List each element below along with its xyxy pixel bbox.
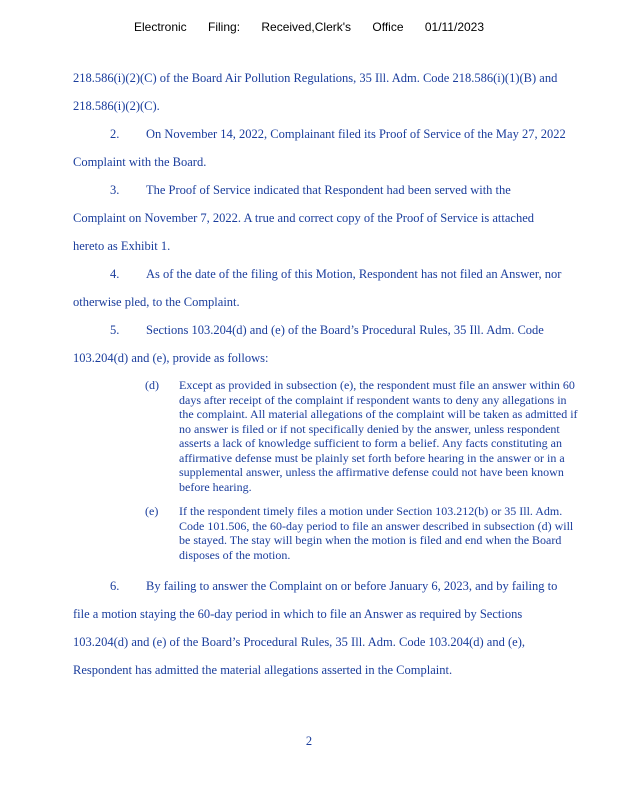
paragraph-4 (73, 260, 595, 288)
body-line: On November 14, 2022, Complainant filed its Proof of Service of the May 27, 2022 (146, 127, 566, 141)
header-electronic: Electronic (133, 20, 187, 34)
body-line: Complaint with the Board. (73, 155, 207, 169)
body-line: 218.586(i)(2)(C) of the Board Air Pollution Regulations, 35 Ill. Adm. Code 218.586(i)(1)(B) and (73, 71, 558, 85)
header-date: 01/11/2023 (424, 20, 485, 34)
paragraph-number: 6. (110, 579, 120, 593)
body-line: The Proof of Service indicated that Respondent had been served with the (146, 183, 511, 197)
paragraph-2 (73, 120, 595, 148)
paragraph-6 (73, 572, 595, 600)
paragraph-3 (73, 176, 595, 204)
subsection-label: (d) (145, 378, 159, 392)
subsection-text: Except as provided in subsection (e), the respondent must file an answer within 60 days after receipt of the complaint if respondent wants to deny any allegations in the complaint. All material allegations of the complaint will be taken as admitted if no answer is filed or if not specifically denied by the answer, unless respondent asserts a lack of knowledge sufficient to form a belief. Any facts constituting an affirmative defense must be plainly set forth before hearing in the answer or in a supplemental answer, unless the affirmative defense could not have been known before hearing. (179, 378, 578, 494)
subsection-label: (e) (145, 504, 159, 518)
filing-header (0, 20, 618, 34)
body-line: 218.586(i)(2)(C). (73, 99, 160, 113)
header-filing: Filing: (208, 20, 241, 34)
paragraph-5 (73, 316, 595, 344)
document-body (73, 64, 595, 684)
subsection-text: If the respondent timely files a motion under Section 103.212(b) or 35 Ill. Adm. Code 101.506, the 60-day period to file an answer described in subsection (d) will be stayed. The stay will begin when the motion is filed and end when the Board disposes of the motion. (179, 504, 574, 562)
page-number: 2 (305, 734, 313, 748)
body-line: As of the date of the filing of this Motion, Respondent has not filed an Answer, nor (146, 267, 562, 281)
quote-subsection-e (145, 504, 595, 562)
quote-subsection-d (145, 378, 595, 494)
body-line: Complaint on November 7, 2022. A true and correct copy of the Proof of Service is attached (73, 211, 534, 225)
paragraph-number: 5. (110, 323, 120, 337)
body-line: 103.204(d) and (e) of the Board’s Procedural Rules, 35 Ill. Adm. Code 103.204(d) and (e), (73, 635, 525, 649)
paragraph-number: 2. (110, 127, 120, 141)
body-line: otherwise pled, to the Complaint. (73, 295, 240, 309)
paragraph-number: 4. (110, 267, 120, 281)
body-line: By failing to answer the Complaint on or before January 6, 2023, and by failing to (146, 579, 558, 593)
body-line: Respondent has admitted the material allegations asserted in the Complaint. (73, 663, 453, 677)
header-office: Office (372, 20, 404, 34)
body-line: file a motion staying the 60-day period in which to file an Answer as required by Sections (73, 607, 523, 621)
body-line: Sections 103.204(d) and (e) of the Board’s Procedural Rules, 35 Ill. Adm. Code (146, 323, 544, 337)
body-line: hereto as Exhibit 1. (73, 239, 171, 253)
body-line: 103.204(d) and (e), provide as follows: (73, 351, 269, 365)
paragraph-number: 3. (110, 183, 120, 197)
header-received: Received,Clerk's (261, 20, 352, 34)
